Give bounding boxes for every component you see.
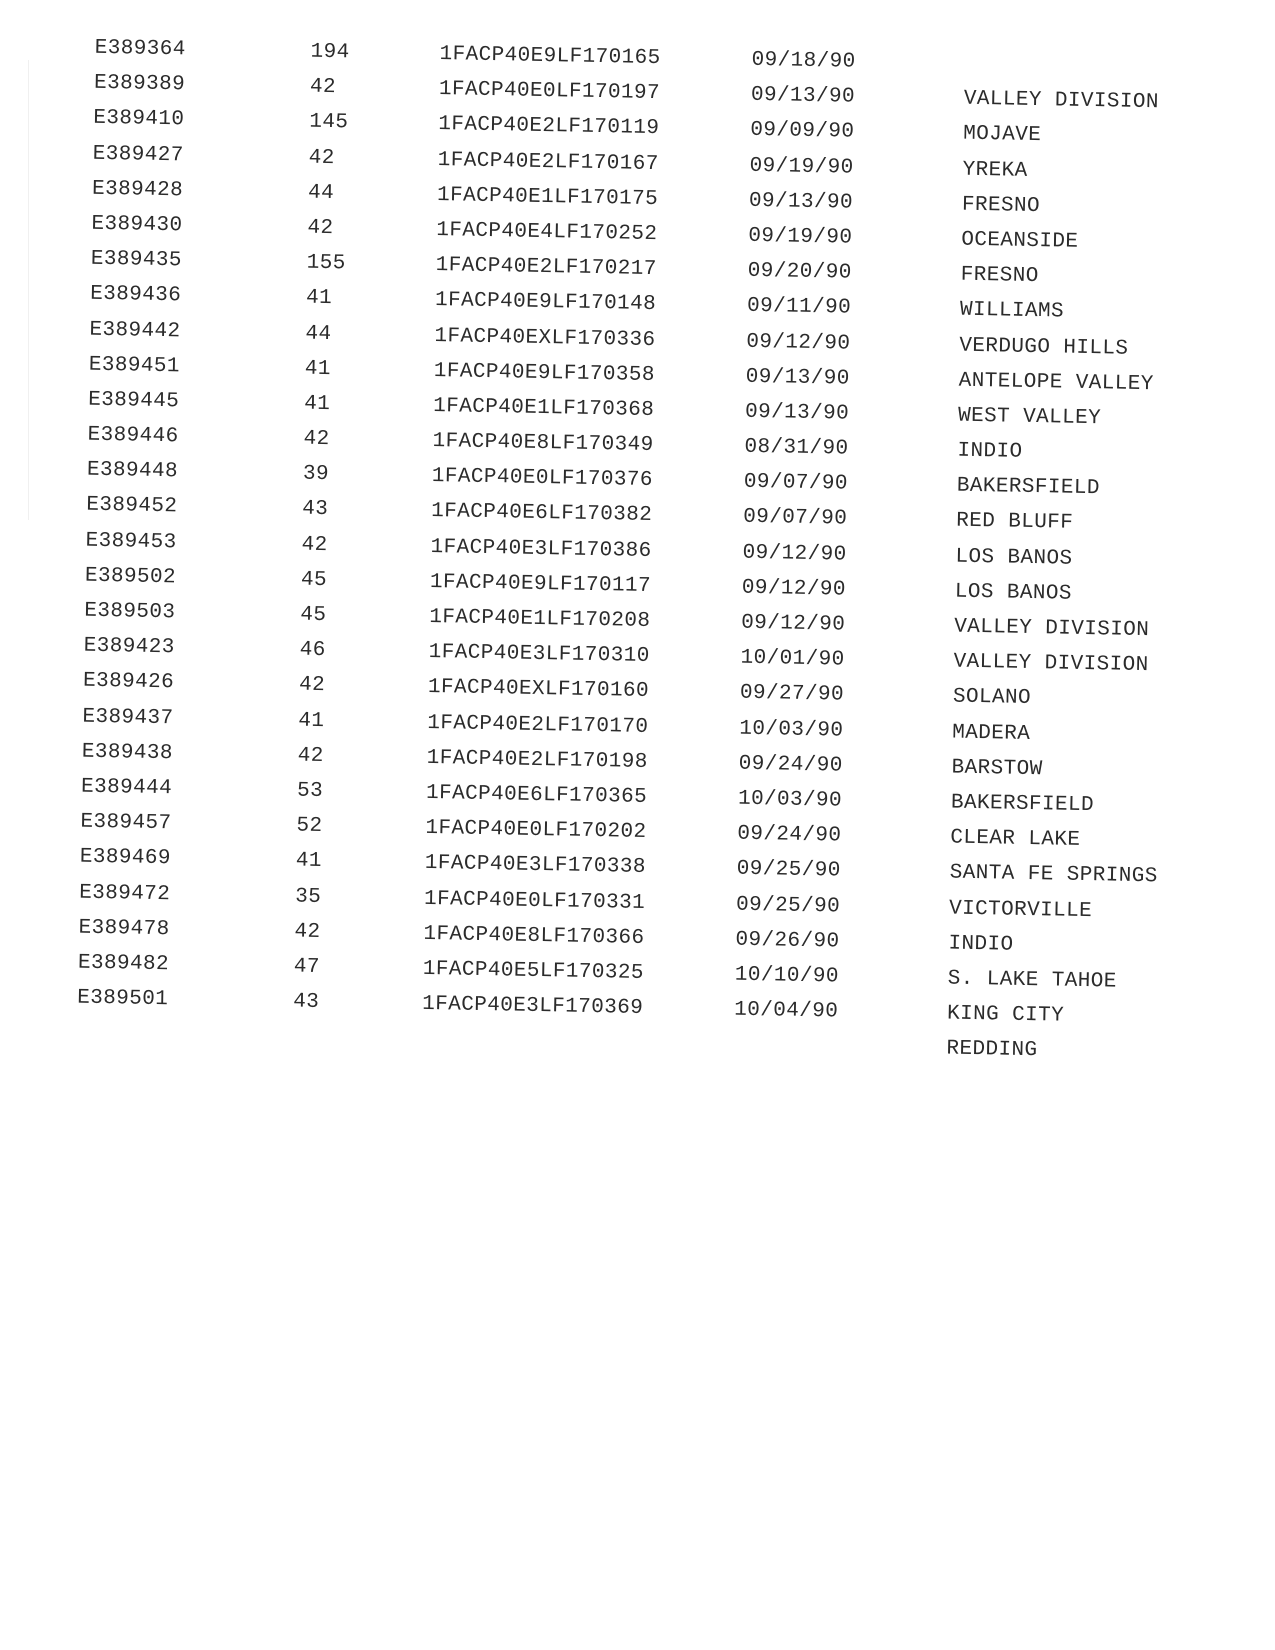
record-id: E389457 [80, 810, 172, 836]
record-id: E389442 [89, 318, 181, 343]
record-count: 194 [310, 40, 350, 65]
record-id: E389410 [93, 107, 185, 132]
record-count: 52 [296, 814, 323, 839]
record-id: E389502 [84, 564, 177, 590]
record-date: 09/11/90 [746, 295, 852, 320]
record-date: 09/13/90 [748, 189, 854, 215]
record-count: 44 [305, 322, 332, 346]
record-count: 44 [307, 181, 335, 205]
record-date: 09/12/90 [741, 611, 846, 637]
record-id: E389437 [82, 705, 174, 730]
record-vin: 1FACP40EXLF170336 [434, 324, 656, 352]
record-location: SOLANO [952, 685, 1032, 711]
record-count: 155 [306, 251, 346, 276]
record-date: 09/26/90 [735, 928, 840, 954]
record-id: E389503 [84, 599, 176, 625]
record-vin: 1FACP40E6LF170382 [431, 500, 653, 528]
record-date: 09/13/90 [745, 365, 850, 391]
record-vin: 1FACP40E9LF170358 [433, 359, 656, 387]
record-id: E389482 [77, 951, 170, 977]
record-id: E389364 [94, 36, 186, 62]
record-id: E389445 [88, 388, 180, 414]
record-date: 09/24/90 [737, 822, 842, 848]
record-location: RED BLUFF [955, 510, 1074, 536]
record-count: 42 [309, 75, 337, 100]
record-vin: 1FACP40E9LF170165 [439, 43, 661, 71]
record-date: 09/25/90 [735, 893, 841, 919]
record-id: E389444 [80, 775, 173, 801]
record-vin: 1FACP40E2LF170198 [426, 746, 648, 774]
record-vin: 1FACP40E8LF170366 [423, 922, 645, 950]
record-location: S. LAKE TAHOE [947, 967, 1117, 994]
record-date: 09/27/90 [739, 682, 845, 707]
record-date: 10/10/90 [734, 963, 840, 989]
record-vin: 1FACP40E6LF170365 [425, 781, 648, 809]
record-count: 45 [300, 603, 327, 628]
record-count: 42 [298, 673, 326, 698]
record-id: E389426 [82, 670, 175, 695]
record-id: E389430 [91, 212, 183, 238]
record-count: 145 [309, 111, 349, 135]
record-count: 42 [303, 427, 330, 452]
record-date: 10/04/90 [733, 998, 839, 1024]
vehicle-record-list [36, 30, 1244, 1072]
record-location: CLEAR LAKE [950, 826, 1081, 853]
record-count: 42 [301, 533, 328, 557]
record-count: 47 [293, 955, 321, 979]
record-count: 43 [293, 990, 320, 1015]
record-id: E389469 [79, 845, 172, 871]
record-location: FRESNO [960, 263, 1039, 289]
record-vin: 1FACP40E3LF170369 [421, 992, 644, 1021]
record-location: BARSTOW [951, 756, 1043, 781]
record-vin: 1FACP40E1LF170208 [429, 605, 651, 634]
record-vin: 1FACP40E5LF170325 [422, 957, 645, 985]
record-vin: 1FACP40E9LF170148 [434, 289, 657, 317]
record-date: 09/07/90 [742, 506, 848, 532]
record-date: 10/03/90 [739, 717, 844, 743]
record-date: 09/12/90 [742, 541, 847, 567]
record-date: 10/01/90 [740, 646, 845, 672]
record-date: 09/19/90 [748, 224, 853, 250]
record-id: E389472 [78, 881, 171, 906]
record-location: ANTELOPE VALLEY [958, 369, 1154, 396]
record-count: 53 [296, 779, 324, 803]
record-id: E389438 [81, 740, 173, 766]
record-vin: 1FACP40E9LF170117 [429, 570, 652, 598]
record-location: INDIO [957, 439, 1023, 464]
record-location: SANTA FE SPRINGS [949, 861, 1158, 889]
record-id: E389436 [89, 283, 182, 308]
record-vin: 1FACP40E2LF170119 [438, 113, 660, 141]
record-vin: 1FACP40E1LF170368 [432, 394, 655, 422]
record-location: MADERA [952, 721, 1031, 746]
record-date: 09/19/90 [749, 154, 854, 180]
record-vin: 1FACP40E0LF170376 [431, 465, 654, 493]
record-location: VALLEY DIVISION [953, 650, 1149, 678]
record-location: LOS BANOS [955, 545, 1073, 571]
record-count: 45 [300, 568, 328, 592]
record-vin: 1FACP40E0LF170202 [425, 817, 647, 845]
record-location: YREKA [962, 158, 1028, 183]
record-count: 43 [302, 498, 329, 522]
record-location: VALLEY DIVISION [963, 87, 1160, 115]
record-date: 09/09/90 [750, 119, 855, 145]
record-count: 41 [305, 286, 333, 311]
record-date: 09/20/90 [747, 259, 852, 285]
record-location: VICTORVILLE [948, 897, 1093, 923]
record-date: 09/24/90 [738, 752, 843, 778]
record-location: WEST VALLEY [957, 404, 1102, 431]
record-date: 09/13/90 [750, 83, 856, 109]
record-location: BAKERSFIELD [956, 474, 1101, 501]
record-count: 39 [302, 462, 330, 487]
record-location: WILLIAMS [959, 298, 1065, 324]
record-count: 42 [297, 744, 324, 768]
record-location: REDDING [946, 1037, 1038, 1063]
record-vin: 1FACP40E0LF170197 [438, 78, 661, 106]
record-id: E389427 [92, 142, 184, 167]
record-count: 41 [304, 357, 332, 381]
record-vin: 1FACP40E8LF170349 [432, 430, 654, 458]
record-vin: 1FACP40E3LF170310 [428, 641, 650, 669]
record-count: 46 [299, 638, 326, 663]
record-count: 41 [295, 849, 323, 874]
record-count: 35 [294, 885, 322, 909]
record-id: E389453 [85, 529, 177, 554]
record-id: E389423 [83, 634, 175, 660]
scan-artifact [28, 60, 29, 520]
record-date: 09/12/90 [741, 576, 847, 602]
record-id: E389428 [91, 177, 184, 203]
record-vin: 1FACP40E0LF170331 [423, 887, 646, 915]
record-vin: 1FACP40E2LF170167 [437, 148, 659, 176]
record-vin: 1FACP40E2LF170217 [435, 254, 657, 282]
record-id: E389448 [86, 458, 179, 484]
record-count: 42 [307, 216, 334, 241]
record-id: E389501 [77, 986, 169, 1012]
record-date: 09/07/90 [743, 470, 849, 496]
record-id: E389435 [90, 247, 183, 273]
record-count: 41 [298, 709, 325, 733]
record-location: KING CITY [946, 1002, 1065, 1028]
record-count: 41 [303, 392, 331, 416]
record-location: FRESNO [961, 193, 1041, 218]
record-location: VALLEY DIVISION [953, 615, 1150, 643]
record-id: E389451 [88, 353, 181, 379]
record-location: BAKERSFIELD [950, 791, 1095, 818]
record-vin: 1FACP40E3LF170338 [424, 852, 647, 880]
record-location: OCEANSIDE [961, 228, 1079, 254]
record-id: E389446 [87, 423, 179, 449]
record-location: INDIO [948, 932, 1014, 957]
record-date: 08/31/90 [744, 435, 849, 461]
record-location: MOJAVE [963, 123, 1042, 148]
record-count: 42 [294, 920, 321, 944]
record-location: VERDUGO HILLS [959, 334, 1129, 361]
record-id: E389452 [86, 494, 178, 519]
record-date: 09/18/90 [751, 48, 856, 74]
record-date: 09/12/90 [746, 330, 851, 356]
record-count: 42 [308, 146, 335, 170]
record-date: 09/25/90 [736, 857, 841, 883]
record-location: LOS BANOS [954, 580, 1073, 606]
record-id: E389478 [78, 916, 170, 941]
record-vin: 1FACP40E2LF170170 [427, 711, 649, 739]
record-date: 09/13/90 [744, 400, 850, 426]
record-id: E389389 [93, 71, 186, 97]
record-vin: 1FACP40EXLF170160 [427, 676, 650, 704]
record-date: 10/03/90 [737, 787, 843, 813]
record-vin: 1FACP40E1LF170175 [436, 183, 659, 211]
record-vin: 1FACP40E3LF170386 [430, 535, 652, 563]
record-vin: 1FACP40E4LF170252 [436, 218, 658, 247]
